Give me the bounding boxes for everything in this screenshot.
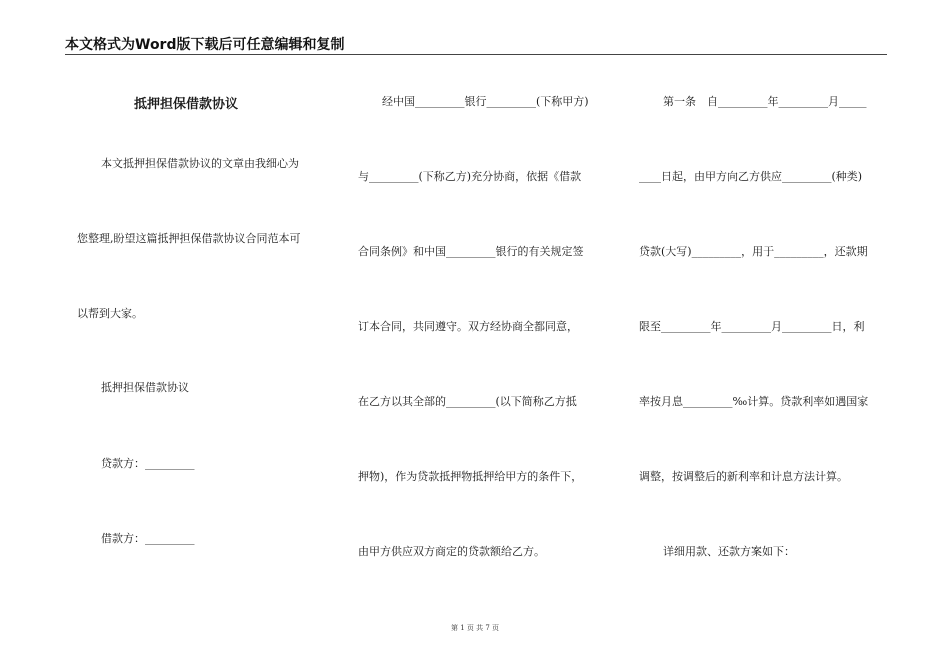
paragraph-line: 限至_________年_________月_________日，利 <box>639 320 865 333</box>
paragraph-line: ____日起，由甲方向乙方供应_________(种类) <box>639 170 863 183</box>
paragraph-line: 以帮到大家。 <box>77 307 143 320</box>
paragraph-line: 在乙方以其全部的_________(以下简称乙方抵 <box>358 395 577 408</box>
borrower-field: 借款方：_________ <box>101 532 195 545</box>
document-title: 抵押担保借款协议 <box>134 97 239 112</box>
paragraph-line: 贷款(大写)_________，用于_________，还款期 <box>639 245 868 258</box>
paragraph-line: 合同条例》和中国_________银行的有关规定签 <box>358 245 584 258</box>
paragraph-line: 本文抵押担保借款协议的文章由我细心为 <box>101 157 299 170</box>
paragraph-line: 第一条 自_________年_________月_____ <box>663 95 867 108</box>
lender-field: 贷款方：_________ <box>101 457 195 470</box>
paragraph-line: 调整，按调整后的新利率和计息方法计算。 <box>639 470 848 483</box>
paragraph-line: 订本合同，共同遵守。双方经协商全都同意， <box>358 320 578 333</box>
paragraph-line: 经中国_________银行_________(下称甲方) <box>382 95 589 108</box>
paragraph-line: 率按月息_________‰计算。贷款利率如遇国家 <box>639 395 869 408</box>
page-header <box>65 34 887 55</box>
paragraph-line: 与_________(下称乙方)充分协商，依据《借款 <box>358 170 582 183</box>
paragraph-line: 由甲方供应双方商定的贷款额给乙方。 <box>358 545 545 558</box>
paragraph-line: 详细用款、还款方案如下： <box>663 545 795 558</box>
paragraph-line: 抵押担保借款协议 <box>101 381 189 394</box>
header-title: 本文格式为Word版下载后可任意编辑和复制 <box>65 37 345 53</box>
page-footer: 第 1 页 共 7 页 <box>450 624 500 632</box>
paragraph-line: 押物)，作为贷款抵押物抵押给甲方的条件下， <box>358 470 583 483</box>
paragraph-line: 您整理,盼望这篇抵押担保借款协议合同范本可 <box>77 232 301 245</box>
